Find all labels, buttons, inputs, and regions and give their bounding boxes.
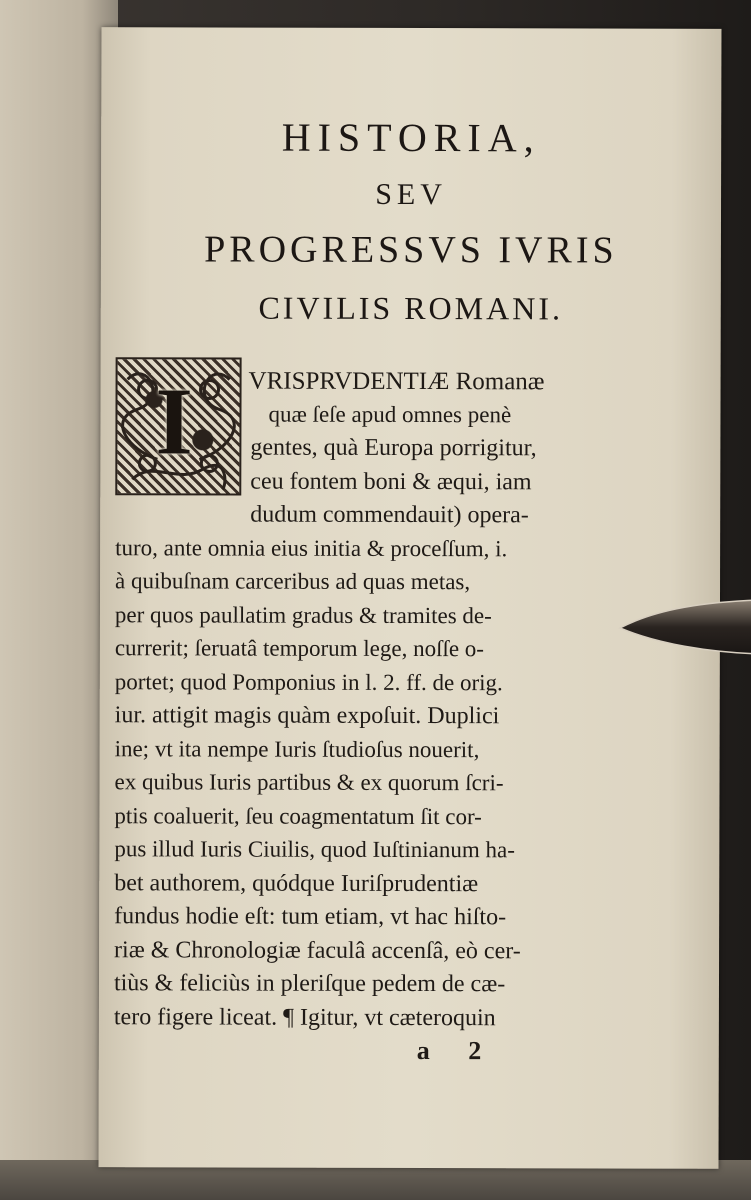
text-line: iur. attigit magis quàm expoſuit. Duplici xyxy=(114,702,500,730)
title-line-4: CIVILIS ROMANI. xyxy=(258,289,564,327)
text-line: pus illud Iuris Ciuilis, quod Iuſtinianum ha- xyxy=(114,836,515,863)
text-line: VRISPRVDENTIÆ Romanæ xyxy=(248,367,545,396)
text-line: dudum commendauit) opera- xyxy=(250,501,529,529)
text-line: à quibuſnam carceribus ad quas metas, xyxy=(115,568,471,595)
initial-letter: I xyxy=(155,367,193,475)
text-line: fundus hodie eſt: tum etiam, vt hac hiſto- xyxy=(114,903,507,931)
text-line: quæ ſeſe apud omnes penè xyxy=(268,401,512,427)
text-line: riæ & Chronologiæ faculâ accenſâ, eò cer- xyxy=(114,936,521,964)
text-line: ptis coaluerit, ſeu coagmentatum ſit cor- xyxy=(114,802,482,829)
text-line: currerit; ſeruatâ temporum lege, noſſe o- xyxy=(114,635,485,662)
title-line-3: PROGRESSVS IVRIS xyxy=(204,228,618,272)
text-line: bet authorem, quódque Iuriſprudentiæ xyxy=(114,869,479,897)
text-line: gentes, quà Europa porrigitur, xyxy=(250,434,537,462)
signature-mark: a 2 xyxy=(416,1036,498,1066)
text-line: ine; vt ita nempe Iuris ſtudioſus nouerit, xyxy=(114,735,480,762)
text-line: per quos paullatim gradus & tramites de- xyxy=(114,601,492,628)
decorated-initial xyxy=(115,357,241,495)
paper-knife-icon xyxy=(618,594,751,658)
text-line: tero figere liceat. ¶ Igitur, vt cæteroquin xyxy=(113,1003,496,1031)
text-line: portet; quod Pomponius in l. 2. ff. de orig. xyxy=(114,668,503,695)
title-line-2: SEV xyxy=(375,177,447,212)
text-line: ex quibus Iuris partibus & ex quorum ſcri- xyxy=(114,769,504,796)
text-line: turo, ante omnia eius initia & proceſſum, i. xyxy=(115,534,508,561)
title-line-1: HISTORIA, xyxy=(281,114,541,161)
text-line: ceu fontem boni & æqui, iam xyxy=(250,468,532,495)
text-line: tiùs & feliciùs in pleriſque pedem de cæ- xyxy=(113,970,506,998)
